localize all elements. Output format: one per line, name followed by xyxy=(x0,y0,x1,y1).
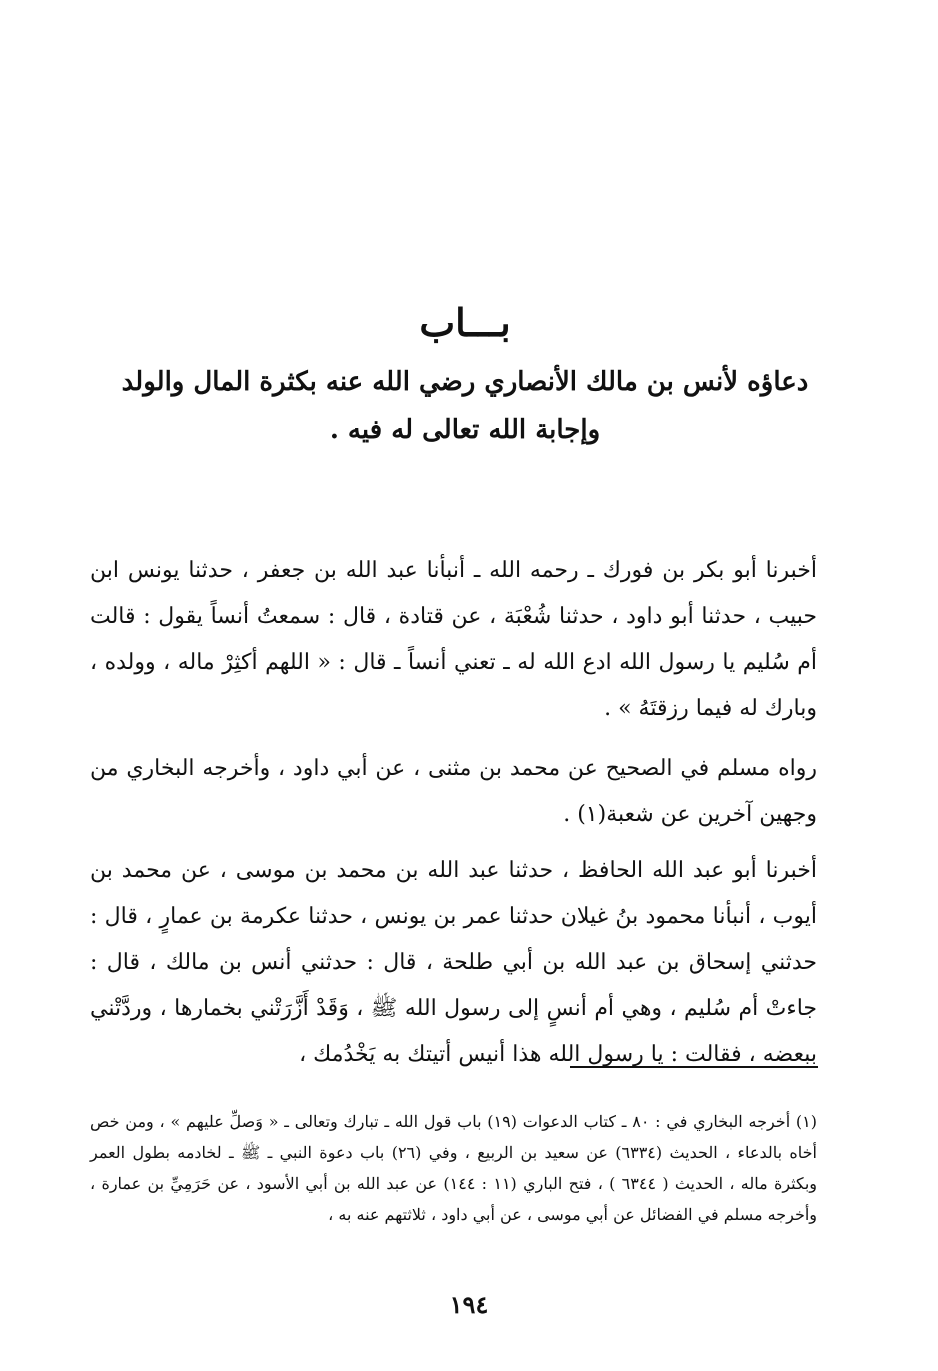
footnote-divider xyxy=(570,1066,818,1068)
chapter-title-line-1: دعاؤه لأنس بن مالك الأنصاري رضي الله عنه بكثرة المال والولد xyxy=(121,367,809,397)
chapter-title-line-2: وإجابة الله تعالى له فيه . xyxy=(329,415,601,445)
page-number: ١٩٤ xyxy=(449,1290,489,1319)
body-paragraph: رواه مسلم في الصحيح عن محمد بن مثنى ، عن أبي داود ، وأخرجه البخاري من وجهين آخرين عن شعبة(١) . xyxy=(90,756,817,827)
body-paragraph: أخبرنا أبو عبد الله الحافظ ، حدثنا عبد الله بن محمد بن موسى ، عن محمد بن أيوب ، أنبأنا محمود بنُ غيلان حدثنا عمر بن يونس ، حدثنا عكرمة بن عمارٍ ، قال : حدثني إسحاق بن عبد الله بن أبي طلحة ، قال : حدثني أنس بن مالك ، قال : جاءتْ أم سُليم ، وهي أم أنسٍ إلى رسول الله ﷺ ، وَقَدْ أَزَّرَتْني بخمارها ، وردَّتْني ببعضه ، فقالت : يا رسول الله هذا أنيس أتيتك به يَخْدُمك ، xyxy=(90,858,817,1067)
footnote: (١) أخرجه البخاري في : ٨٠ ـ كتاب الدعوات (١٩) باب قول الله ـ تبارك وتعالى ـ « وَصلِّ عليهم » ، ومن خص أخاه بالدعاء ، الحديث (٦٣٣٤) عن سعيد بن الربيع ، وفي (٢٦) باب دعوة النبي ـ ﷺ ـ لخادمه بطول العمر وبكثرة ماله ، الحديث ( ٦٣٤٤ ) ، فتح الباري (١١ : ١٤٤) عن عبد الله بن أبي الأسود ، عن حَرَمِيِّ بن عمارة ، وأخرجه مسلم في الفضائل عن أبي موسى ، عن أبي داود ، ثلاثتهم عنه به ، xyxy=(90,1112,818,1224)
body-paragraph: أخبرنا أبو بكر بن فورك ـ رحمه الله ـ أنبأنا عبد الله بن جعفر ، حدثنا يونس ابن حبيب ، حدثنا أبو داود ، حدثنا شُعْبَة ، عن قتادة ، قال : سمعتُ أنساً يقول : قالت أم سُليم يا رسول الله ادع الله له ـ تعني أنساً ـ قال : « اللهم أكثِرْ ماله ، وولده ، وبارك له فيما رزقتَهُ » . xyxy=(90,558,817,721)
chapter-heading: بـــاب xyxy=(419,300,511,345)
